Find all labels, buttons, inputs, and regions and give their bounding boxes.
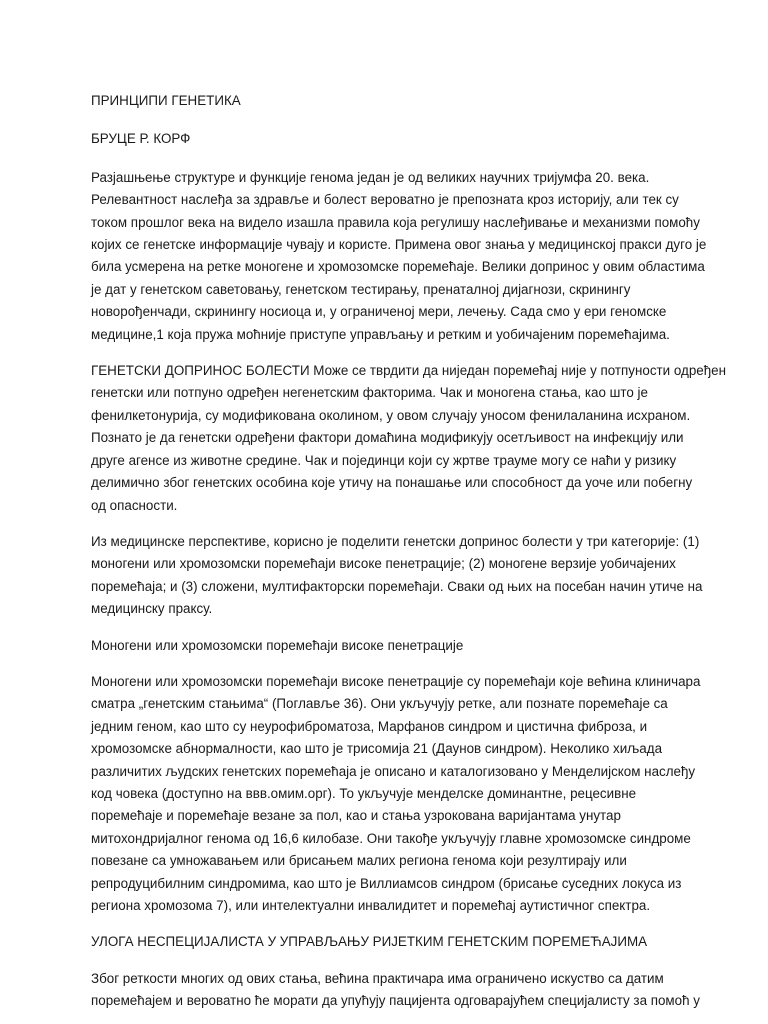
text-line: код човека (доступно на ввв.омим.орг). То укључује менделске доминантне, рецесивне — [91, 785, 637, 801]
document-author: БРУЦЕ Р. КОРФ — [91, 131, 191, 147]
text-line: Разјашњење структуре и функције генома један је од великих научних тријумфа 20. века. — [91, 169, 650, 185]
text-line: УЛОГА НЕСПЕЦИЈАЛИСТА У УПРАВЉАЊУ РИЈЕТКИМ ГЕНЕТСКИМ ПОРЕМЕЋАЈИМА — [91, 934, 648, 950]
text-line: генетски или потпуно одређен негенетским факторима. Чак и моногена стања, као што је — [91, 385, 648, 401]
text-line: репродуцибилним синдромима, као што је Виллиамсов синдром (брисање суседних локуса из — [91, 875, 682, 891]
text-line: региона хромозома 7), или интелектуални инвалидитет и поремећај аутистичног спектра. — [91, 898, 651, 913]
text-line: сматра „генетским стањима“ (Поглавље 36). Они укључују ретке, али познате поремећаје са — [91, 696, 668, 712]
text-line: новорођенчади, скринингу носиоца и, у ограниченој мери, лечењу. Сада смо у ери геномске — [91, 304, 667, 320]
document-page — [91, 90, 727, 1013]
text-line: моногени или хромозомски поремећаји високе пенетрације; (2) моногене верзије уобичајених — [91, 556, 676, 572]
text-line: поремећаје и поремећаје везане за пол, као и стања узрокована варијантама унутар — [91, 808, 621, 824]
text-line: једним геном, као што су неурофиброматоза, Марфанов синдром и цистична фиброза, и — [91, 718, 648, 734]
text-line: Моногени или хромозомски поремећаји високе пенетрације су поремећаји које већина клиничара — [91, 673, 701, 689]
text-line: током прошлог века на видело изашла правила која регулишу наслеђивање и механизми помоћу — [91, 214, 700, 230]
text-line: којих се генетске информације чувају и користе. Примена овог знања у медицинској пракси дуго је — [91, 237, 707, 253]
text-line: делимично због генетских особина које утичу на понашање или способност да уоче или побегну — [91, 475, 693, 491]
text-line: Релевантност наслеђа за здравље и болест вероватно је препозната кроз историју, али тек су — [91, 192, 679, 208]
paragraph-monogenic — [91, 671, 701, 917]
text-line: од опасности. — [91, 497, 178, 513]
text-line: је дат у генетском саветовању, генетском тестирању, пренаталној дијагнози, скринингу — [91, 281, 631, 297]
paragraph-rarity — [91, 968, 700, 1013]
text-line: Због реткости многих од ових стања, већина практичара има ограничено искуство са датим — [91, 970, 664, 986]
paragraph-intro — [91, 167, 707, 346]
text-line: Моногени или хромозомски поремећаји високе пенетрације — [91, 637, 464, 653]
text-line: повезане са умножавањем или брисањем малих региона генома који резултирају или — [91, 853, 627, 869]
paragraph-categories — [91, 531, 703, 621]
text-line: медицинску праксу. — [91, 601, 213, 617]
text-line: медицине,1 која пружа моћније приступе управљању и ретким и уобичајеним поремећајима. — [91, 326, 670, 342]
text-line: Познато је да генетски одређени фактори домаћина модификују осетљивост на инфекцију или — [91, 430, 684, 446]
text-line: била усмерена на ретке моногене и хромозомске поремећаје. Велики допринос у овим областима — [91, 259, 705, 275]
text-line: различитих људских генетских поремећаја је описано и каталогизовано у Менделијском наслеђу — [91, 763, 696, 779]
document-title: ПРИНЦИПИ ГЕНЕТИКА — [91, 93, 241, 108]
section-heading-nonspecialist — [91, 931, 691, 953]
text-line: ГЕНЕТСКИ ДОПРИНОС БОЛЕСТИ Може се тврдити да ниједан поремећај није у потпуности одређен — [91, 363, 727, 379]
text-line: хромозомске абнормалности, као што је трисомија 21 (Даунов синдром). Неколико хиљада — [91, 741, 663, 757]
text-line: митохондријалног генома од 16,6 килобазе. Они такође укључују главне хромозомске синдроме — [91, 830, 691, 846]
section-heading-monogenic — [91, 635, 691, 657]
text-line: друге агенсе из животне средине. Чак и појединци који су жртве трауме могу се наћи у ризику — [91, 452, 677, 468]
text-line: Из медицинске перспективе, корисно је поделити генетски допринос болести у три категорије: (1) — [91, 533, 700, 549]
text-line: поремећаја; и (3) сложени, мултифакторски поремећаји. Сваки од њих на посебан начин утиче на — [91, 578, 703, 594]
paragraph-genetic-contribution — [91, 360, 727, 517]
text-line: фенилкетонурија, су модификована околином, у овом случају уносом фенилаланина исхраном. — [91, 407, 691, 423]
text-line: поремећајем и вероватно ће морати да упућују пацијента одговарајућем специјалисту за помоћ у — [91, 993, 700, 1009]
